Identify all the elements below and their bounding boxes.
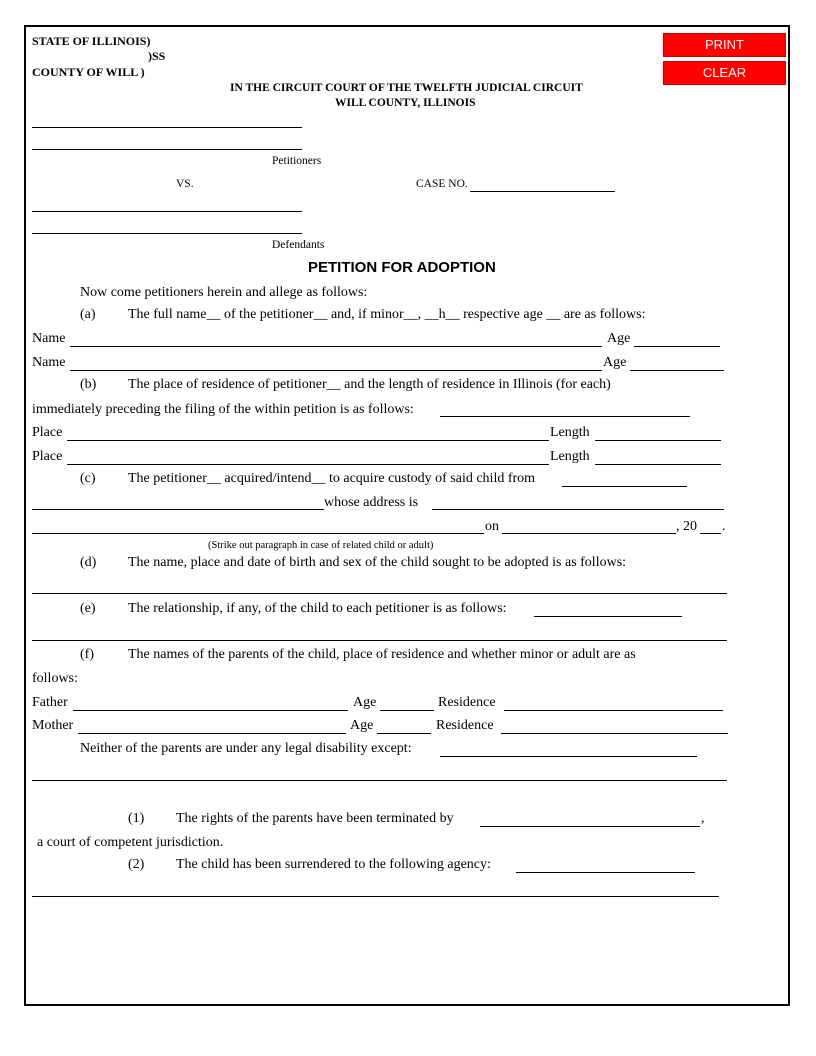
- address-field[interactable]: [432, 509, 724, 510]
- state-label: STATE OF ILLINOIS): [32, 34, 151, 48]
- father-name-field[interactable]: [73, 710, 348, 711]
- mother-name-field[interactable]: [78, 733, 346, 734]
- name-label-1: Name: [32, 331, 66, 346]
- court-name: IN THE CIRCUIT COURT OF THE TWELFTH JUDICIAL CIRCUIT: [230, 82, 583, 94]
- disability-field-2[interactable]: [32, 780, 727, 781]
- name-field-2[interactable]: [70, 370, 602, 371]
- strike-out-note: (Strike out paragraph in case of related child or adult): [208, 540, 434, 551]
- age-field-1[interactable]: [634, 346, 720, 347]
- section-f-text-cont: follows:: [32, 671, 78, 686]
- section-e-marker: (e): [80, 601, 96, 616]
- section-d-marker: (d): [80, 555, 97, 570]
- court-county: WILL COUNTY, ILLINOIS: [335, 97, 476, 109]
- place-label-2: Place: [32, 449, 63, 464]
- section-d-text: The name, place and date of birth and sex of the child sought to be adopted is as follows:: [128, 555, 627, 570]
- length-label-1: Length: [550, 425, 590, 440]
- year-field[interactable]: [700, 533, 721, 534]
- print-button[interactable]: PRINT: [663, 33, 786, 57]
- petitioner-line-1[interactable]: [32, 127, 302, 128]
- petitioners-label: Petitioners: [272, 155, 322, 167]
- place-field-2[interactable]: [67, 464, 549, 465]
- address-label: whose address is: [324, 495, 419, 510]
- mother-age-label: Age: [350, 718, 374, 733]
- age-label-1: Age: [607, 331, 631, 346]
- section-b-text: The place of residence of petitioner__ and the length of residence in Illinois (for each): [128, 377, 611, 392]
- custody-from-field[interactable]: [562, 486, 687, 487]
- agency-field[interactable]: [516, 872, 695, 873]
- section-e-field-2[interactable]: [32, 640, 727, 641]
- section-d-field[interactable]: [32, 593, 727, 594]
- mother-residence-field[interactable]: [501, 733, 728, 734]
- disability-field[interactable]: [440, 756, 697, 757]
- section-e-text: The relationship, if any, of the child to each petitioner is as follows:: [128, 601, 507, 616]
- father-label: Father: [32, 695, 68, 710]
- defendant-line-1[interactable]: [32, 211, 302, 212]
- county-label: COUNTY OF WILL ): [32, 65, 145, 79]
- case-no-label: CASE NO.: [416, 178, 468, 190]
- place-field-1[interactable]: [67, 440, 549, 441]
- section-a-text: The full name__ of the petitioner__ and, if minor__, __h__ respective age __ are as follows:: [128, 307, 646, 322]
- section-b-marker: (b): [80, 377, 97, 392]
- on-label: on: [485, 519, 499, 534]
- subsection-2-text: The child has been surrendered to the following agency:: [176, 857, 491, 872]
- length-field-2[interactable]: [595, 464, 721, 465]
- length-field-1[interactable]: [595, 440, 721, 441]
- section-a-marker: (a): [80, 307, 96, 322]
- mother-label: Mother: [32, 718, 74, 733]
- section-c-marker: (c): [80, 471, 96, 486]
- section-e-field[interactable]: [534, 616, 682, 617]
- document-title: PETITION FOR ADOPTION: [308, 259, 496, 276]
- name-field-1[interactable]: [70, 346, 602, 347]
- mother-residence-label: Residence: [436, 718, 494, 733]
- subsection-1-text-cont: a court of competent jurisdiction.: [37, 835, 224, 850]
- disability-text: Neither of the parents are under any legal disability except:: [80, 741, 412, 756]
- custody-from-field-2[interactable]: [32, 509, 324, 510]
- father-age-label: Age: [353, 695, 377, 710]
- section-b-text-cont: immediately preceding the filing of the within petition is as follows:: [32, 402, 414, 417]
- father-residence-label: Residence: [438, 695, 496, 710]
- section-c-text: The petitioner__ acquired/intend__ to acquire custody of said child from: [128, 471, 536, 486]
- father-residence-field[interactable]: [504, 710, 723, 711]
- defendants-label: Defendants: [272, 239, 325, 251]
- section-f-text: The names of the parents of the child, place of residence and whether minor or adult are as: [128, 647, 636, 662]
- terminated-by-field[interactable]: [480, 826, 700, 827]
- name-label-2: Name: [32, 355, 66, 370]
- ss-label: )SS: [148, 49, 166, 63]
- length-label-2: Length: [550, 449, 590, 464]
- subsection-1-comma: ,: [701, 811, 705, 826]
- case-no-field[interactable]: [470, 191, 615, 192]
- year-suffix: .: [722, 519, 726, 534]
- agency-field-2[interactable]: [32, 896, 719, 897]
- father-age-field[interactable]: [380, 710, 434, 711]
- date-field[interactable]: [502, 533, 676, 534]
- section-f-marker: (f): [80, 647, 94, 662]
- intro-text: Now come petitioners herein and allege as follows:: [80, 285, 368, 300]
- vs-label: VS.: [176, 178, 194, 190]
- age-label-2: Age: [603, 355, 627, 370]
- section-b-field[interactable]: [440, 416, 690, 417]
- place-label-1: Place: [32, 425, 63, 440]
- address-field-2[interactable]: [32, 533, 484, 534]
- subsection-1-text: The rights of the parents have been terminated by: [176, 811, 454, 826]
- mother-age-field[interactable]: [377, 733, 431, 734]
- petitioner-line-2[interactable]: [32, 149, 302, 150]
- subsection-2-marker: (2): [128, 857, 145, 872]
- year-prefix: , 20: [676, 519, 697, 534]
- clear-button[interactable]: CLEAR: [663, 61, 786, 85]
- age-field-2[interactable]: [630, 370, 724, 371]
- subsection-1-marker: (1): [128, 811, 145, 826]
- defendant-line-2[interactable]: [32, 233, 302, 234]
